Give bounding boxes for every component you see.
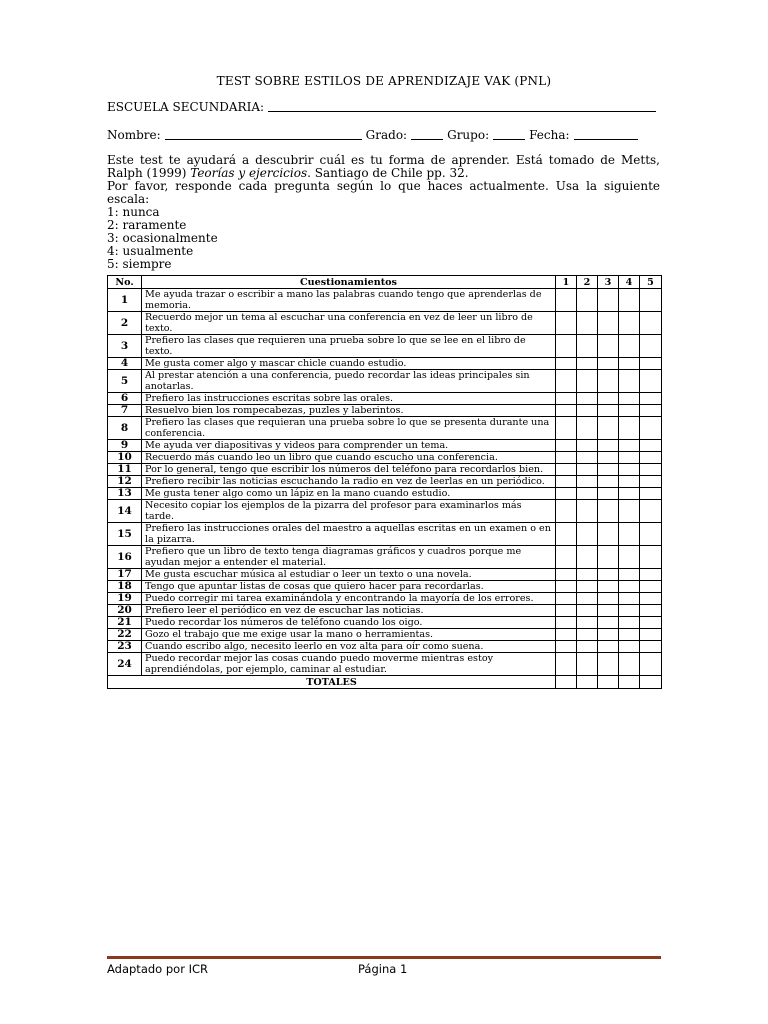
answer-cell-2[interactable] xyxy=(577,546,598,569)
answer-cell-3[interactable] xyxy=(598,641,619,653)
answer-cell-1[interactable] xyxy=(556,500,577,523)
answer-cell-5[interactable] xyxy=(640,417,662,440)
table-row xyxy=(108,617,662,629)
answer-cell-5[interactable] xyxy=(640,605,662,617)
answer-cell-1[interactable] xyxy=(556,452,577,464)
answer-cell-1[interactable] xyxy=(556,358,577,370)
table-row xyxy=(108,440,662,452)
answer-cell-2[interactable] xyxy=(577,500,598,523)
question-text: Gozo el trabajo que me exige usar la mano o herramientas. xyxy=(142,629,556,641)
answer-cell-5[interactable] xyxy=(640,289,662,312)
answer-cell-4[interactable] xyxy=(619,653,640,676)
answer-cell-5[interactable] xyxy=(640,476,662,488)
answer-cell-2[interactable] xyxy=(577,617,598,629)
answer-cell-2[interactable] xyxy=(577,569,598,581)
intro-text: Este test te ayudará a descubrir cuál es tu forma de aprender. Está tomado de Metts, Ralph (1999) xyxy=(107,153,660,180)
answer-cell-3[interactable] xyxy=(598,358,619,370)
table-row xyxy=(108,593,662,605)
answer-cell-2[interactable] xyxy=(577,581,598,593)
question-number: 7 xyxy=(108,405,142,417)
question-number: 6 xyxy=(108,393,142,405)
table-row xyxy=(108,393,662,405)
question-number: 17 xyxy=(108,569,142,581)
answer-cell-2[interactable] xyxy=(577,523,598,546)
answer-cell-3[interactable] xyxy=(598,393,619,405)
answer-cell-3[interactable] xyxy=(598,605,619,617)
scale-item: 3: ocasionalmente xyxy=(107,231,218,245)
question-text: Prefiero que un libro de texto tenga diagramas gráficos y cuadros porque me ayudan mejor a entender el material. xyxy=(142,546,556,569)
question-text: Me ayuda ver diapositivas y videos para comprender un tema. xyxy=(142,440,556,452)
answer-cell-4[interactable] xyxy=(619,641,640,653)
grade-blank[interactable] xyxy=(411,128,443,140)
answer-cell-3[interactable] xyxy=(598,629,619,641)
answer-cell-2[interactable] xyxy=(577,312,598,335)
answer-cell-1[interactable] xyxy=(556,617,577,629)
total-cell-2[interactable] xyxy=(577,676,598,689)
answer-cell-4[interactable] xyxy=(619,523,640,546)
answer-cell-5[interactable] xyxy=(640,312,662,335)
answer-cell-4[interactable] xyxy=(619,476,640,488)
table-row xyxy=(108,417,662,440)
answer-cell-2[interactable] xyxy=(577,335,598,358)
grade-label: Grado: xyxy=(365,128,408,142)
totals-label: TOTALES xyxy=(108,676,556,689)
answer-cell-4[interactable] xyxy=(619,335,640,358)
answer-cell-1[interactable] xyxy=(556,405,577,417)
answer-cell-2[interactable] xyxy=(577,370,598,393)
answer-cell-3[interactable] xyxy=(598,581,619,593)
question-number: 20 xyxy=(108,605,142,617)
answer-cell-5[interactable] xyxy=(640,358,662,370)
answer-cell-4[interactable] xyxy=(619,464,640,476)
answer-cell-4[interactable] xyxy=(619,581,640,593)
date-blank[interactable] xyxy=(574,128,638,140)
footer-divider xyxy=(107,956,661,959)
table-row xyxy=(108,523,662,546)
answer-cell-2[interactable] xyxy=(577,405,598,417)
table-row xyxy=(108,653,662,676)
total-cell-4[interactable] xyxy=(619,676,640,689)
table-row xyxy=(108,289,662,312)
footer-page-number: Página 1 xyxy=(358,962,408,976)
question-number: 13 xyxy=(108,488,142,500)
table-row xyxy=(108,641,662,653)
question-text: Prefiero recibir las noticias escuchando la radio en vez de leerlas en un periódico. xyxy=(142,476,556,488)
answer-cell-2[interactable] xyxy=(577,605,598,617)
intro-text-end: . Santiago de Chile pp. 32. xyxy=(307,166,469,180)
answer-cell-1[interactable] xyxy=(556,417,577,440)
answer-cell-5[interactable] xyxy=(640,641,662,653)
answer-cell-4[interactable] xyxy=(619,393,640,405)
answer-cell-1[interactable] xyxy=(556,653,577,676)
table-row xyxy=(108,488,662,500)
question-number: 22 xyxy=(108,629,142,641)
question-text: Prefiero las clases que requieren una prueba sobre lo que se lee en el libro de texto. xyxy=(142,335,556,358)
table-row xyxy=(108,605,662,617)
totals-row xyxy=(108,676,662,689)
answer-cell-2[interactable] xyxy=(577,488,598,500)
answer-cell-4[interactable] xyxy=(619,452,640,464)
table-row xyxy=(108,370,662,393)
footer-credit: Adaptado por ICR xyxy=(107,962,208,976)
question-number: 3 xyxy=(108,335,142,358)
question-text: Prefiero las instrucciones orales del maestro a aquellas escritas en un examen o en la pizarra. xyxy=(142,523,556,546)
answer-cell-2[interactable] xyxy=(577,358,598,370)
question-text: Resuelvo bien los rompecabezas, puzles y laberintos. xyxy=(142,405,556,417)
question-number: 8 xyxy=(108,417,142,440)
table-row xyxy=(108,500,662,523)
answer-cell-4[interactable] xyxy=(619,605,640,617)
answer-cell-4[interactable] xyxy=(619,500,640,523)
answer-cell-5[interactable] xyxy=(640,500,662,523)
total-cell-1[interactable] xyxy=(556,676,577,689)
answer-cell-2[interactable] xyxy=(577,417,598,440)
answer-cell-3[interactable] xyxy=(598,593,619,605)
answer-cell-4[interactable] xyxy=(619,617,640,629)
answer-cell-5[interactable] xyxy=(640,629,662,641)
question-number: 4 xyxy=(108,358,142,370)
answer-cell-1[interactable] xyxy=(556,523,577,546)
date-label: Fecha: xyxy=(529,128,570,142)
question-number: 21 xyxy=(108,617,142,629)
header-scale-5: 5 xyxy=(640,276,662,289)
document-title: TEST SOBRE ESTILOS DE APRENDIZAJE VAK (PNL) xyxy=(216,74,552,88)
answer-cell-5[interactable] xyxy=(640,335,662,358)
answer-cell-1[interactable] xyxy=(556,569,577,581)
answer-cell-4[interactable] xyxy=(619,629,640,641)
answer-cell-1[interactable] xyxy=(556,605,577,617)
question-number: 19 xyxy=(108,593,142,605)
answer-cell-1[interactable] xyxy=(556,629,577,641)
header-scale-1: 1 xyxy=(556,276,577,289)
question-text: Prefiero leer el periódico en vez de escuchar las noticias. xyxy=(142,605,556,617)
answer-cell-3[interactable] xyxy=(598,546,619,569)
question-number: 16 xyxy=(108,546,142,569)
answer-cell-3[interactable] xyxy=(598,653,619,676)
answer-cell-5[interactable] xyxy=(640,569,662,581)
table-row xyxy=(108,452,662,464)
question-number: 14 xyxy=(108,500,142,523)
scale-item: 5: siempre xyxy=(107,257,172,271)
answer-cell-3[interactable] xyxy=(598,569,619,581)
question-text: Tengo que apuntar listas de cosas que quiero hacer para recordarlas. xyxy=(142,581,556,593)
answer-cell-1[interactable] xyxy=(556,641,577,653)
answer-cell-5[interactable] xyxy=(640,581,662,593)
school-blank[interactable] xyxy=(268,100,656,112)
answer-cell-3[interactable] xyxy=(598,370,619,393)
question-text: Puedo corregir mi tarea examinándola y encontrando la mayoría de los errores. xyxy=(142,593,556,605)
answer-cell-5[interactable] xyxy=(640,393,662,405)
question-number: 18 xyxy=(108,581,142,593)
answer-cell-1[interactable] xyxy=(556,476,577,488)
question-text: Al prestar atención a una conferencia, puedo recordar las ideas principales sin anotarlas. xyxy=(142,370,556,393)
answer-cell-4[interactable] xyxy=(619,370,640,393)
question-text: Recuerdo mejor un tema al escuchar una conferencia en vez de leer un libro de texto. xyxy=(142,312,556,335)
answer-cell-1[interactable] xyxy=(556,488,577,500)
answer-cell-5[interactable] xyxy=(640,523,662,546)
answer-cell-2[interactable] xyxy=(577,289,598,312)
school-row xyxy=(107,100,660,114)
answer-cell-4[interactable] xyxy=(619,593,640,605)
header-questions: Cuestionamientos xyxy=(142,276,556,289)
header-scale-2: 2 xyxy=(577,276,598,289)
question-text: Puedo recordar los números de teléfono cuando los oigo. xyxy=(142,617,556,629)
answer-cell-3[interactable] xyxy=(598,312,619,335)
answer-cell-4[interactable] xyxy=(619,358,640,370)
answer-cell-5[interactable] xyxy=(640,452,662,464)
answer-cell-3[interactable] xyxy=(598,464,619,476)
answer-cell-1[interactable] xyxy=(556,393,577,405)
question-number: 11 xyxy=(108,464,142,476)
header-scale-3: 3 xyxy=(598,276,619,289)
group-label: Grupo: xyxy=(447,128,490,142)
answer-cell-3[interactable] xyxy=(598,289,619,312)
answer-cell-3[interactable] xyxy=(598,476,619,488)
table-row xyxy=(108,629,662,641)
question-text: Me gusta tener algo como un lápiz en la mano cuando estudio. xyxy=(142,488,556,500)
question-text: Prefiero las instrucciones escritas sobre las orales. xyxy=(142,393,556,405)
scale-instruction: Por favor, responde cada pregunta según lo que haces actualmente. Usa la siguiente escala: xyxy=(107,179,660,206)
answer-cell-1[interactable] xyxy=(556,464,577,476)
scale-item: 1: nunca xyxy=(107,205,160,219)
question-text: Me gusta comer algo y mascar chicle cuando estudio. xyxy=(142,358,556,370)
answer-cell-3[interactable] xyxy=(598,500,619,523)
answer-cell-3[interactable] xyxy=(598,488,619,500)
answer-cell-4[interactable] xyxy=(619,312,640,335)
questionnaire-table xyxy=(107,275,662,689)
question-number: 15 xyxy=(108,523,142,546)
answer-cell-5[interactable] xyxy=(640,405,662,417)
table-row xyxy=(108,312,662,335)
answer-cell-1[interactable] xyxy=(556,312,577,335)
table-row xyxy=(108,569,662,581)
name-label: Nombre: xyxy=(107,128,161,142)
answer-cell-2[interactable] xyxy=(577,440,598,452)
table-row xyxy=(108,581,662,593)
question-number: 23 xyxy=(108,641,142,653)
answer-cell-2[interactable] xyxy=(577,641,598,653)
table-row xyxy=(108,358,662,370)
answer-cell-5[interactable] xyxy=(640,617,662,629)
header-scale-4: 4 xyxy=(619,276,640,289)
question-number: 9 xyxy=(108,440,142,452)
question-number: 24 xyxy=(108,653,142,676)
intro-book-title: Teorías y ejercicios xyxy=(190,166,308,180)
question-text: Cuando escribo algo, necesito leerlo en voz alta para oír como suena. xyxy=(142,641,556,653)
question-number: 5 xyxy=(108,370,142,393)
answer-cell-3[interactable] xyxy=(598,523,619,546)
answer-cell-3[interactable] xyxy=(598,417,619,440)
answer-cell-3[interactable] xyxy=(598,452,619,464)
answer-cell-4[interactable] xyxy=(619,488,640,500)
answer-cell-5[interactable] xyxy=(640,440,662,452)
group-blank[interactable] xyxy=(493,128,525,140)
question-number: 12 xyxy=(108,476,142,488)
intro-paragraph xyxy=(107,154,660,180)
question-number: 10 xyxy=(108,452,142,464)
table-row xyxy=(108,464,662,476)
answer-cell-2[interactable] xyxy=(577,464,598,476)
table-row xyxy=(108,335,662,358)
answer-cell-2[interactable] xyxy=(577,452,598,464)
answer-cell-1[interactable] xyxy=(556,289,577,312)
table-header-row xyxy=(108,276,662,289)
school-label: ESCUELA SECUNDARIA: xyxy=(107,100,265,114)
answer-cell-1[interactable] xyxy=(556,335,577,358)
answer-cell-1[interactable] xyxy=(556,546,577,569)
answer-cell-5[interactable] xyxy=(640,546,662,569)
table-row xyxy=(108,405,662,417)
name-blank[interactable] xyxy=(165,128,362,140)
answer-cell-2[interactable] xyxy=(577,476,598,488)
answer-cell-3[interactable] xyxy=(598,440,619,452)
question-text: Puedo recordar mejor las cosas cuando puedo moverme mientras estoy aprendiéndolas, por ejemplo, caminar al estudiar. xyxy=(142,653,556,676)
answer-cell-4[interactable] xyxy=(619,569,640,581)
table-row xyxy=(108,476,662,488)
answer-cell-2[interactable] xyxy=(577,653,598,676)
answer-cell-1[interactable] xyxy=(556,581,577,593)
answer-cell-2[interactable] xyxy=(577,393,598,405)
question-text: Prefiero las clases que requieran una prueba sobre lo que se presenta durante una conferencia. xyxy=(142,417,556,440)
scale-item: 4: usualmente xyxy=(107,244,194,258)
total-cell-3[interactable] xyxy=(598,676,619,689)
scale-item: 2: raramente xyxy=(107,218,187,232)
question-text: Me gusta escuchar música al estudiar o leer un texto o una novela. xyxy=(142,569,556,581)
answer-cell-5[interactable] xyxy=(640,653,662,676)
answer-cell-2[interactable] xyxy=(577,593,598,605)
answer-cell-4[interactable] xyxy=(619,405,640,417)
answer-cell-3[interactable] xyxy=(598,335,619,358)
question-text: Recuerdo más cuando leo un libro que cuando escucho una conferencia. xyxy=(142,452,556,464)
question-text: Por lo general, tengo que escribir los números del teléfono para recordarlos bien. xyxy=(142,464,556,476)
answer-cell-3[interactable] xyxy=(598,617,619,629)
instructions xyxy=(107,154,660,271)
question-text: Me ayuda trazar o escribir a mano las palabras cuando tengo que aprenderlas de memoria. xyxy=(142,289,556,312)
answer-cell-1[interactable] xyxy=(556,440,577,452)
answer-cell-5[interactable] xyxy=(640,593,662,605)
answer-cell-4[interactable] xyxy=(619,289,640,312)
answer-cell-4[interactable] xyxy=(619,546,640,569)
student-info-row xyxy=(107,128,638,142)
answer-cell-1[interactable] xyxy=(556,370,577,393)
question-number: 1 xyxy=(108,289,142,312)
header-no: No. xyxy=(108,276,142,289)
answer-cell-1[interactable] xyxy=(556,593,577,605)
total-cell-5[interactable] xyxy=(640,676,662,689)
table-body xyxy=(108,289,662,676)
table-row xyxy=(108,546,662,569)
answer-cell-2[interactable] xyxy=(577,629,598,641)
answer-cell-5[interactable] xyxy=(640,488,662,500)
question-number: 2 xyxy=(108,312,142,335)
answer-cell-4[interactable] xyxy=(619,417,640,440)
answer-cell-5[interactable] xyxy=(640,464,662,476)
answer-cell-3[interactable] xyxy=(598,405,619,417)
question-text: Necesito copiar los ejemplos de la pizarra del profesor para examinarlos más tarde. xyxy=(142,500,556,523)
answer-cell-5[interactable] xyxy=(640,370,662,393)
answer-cell-4[interactable] xyxy=(619,440,640,452)
